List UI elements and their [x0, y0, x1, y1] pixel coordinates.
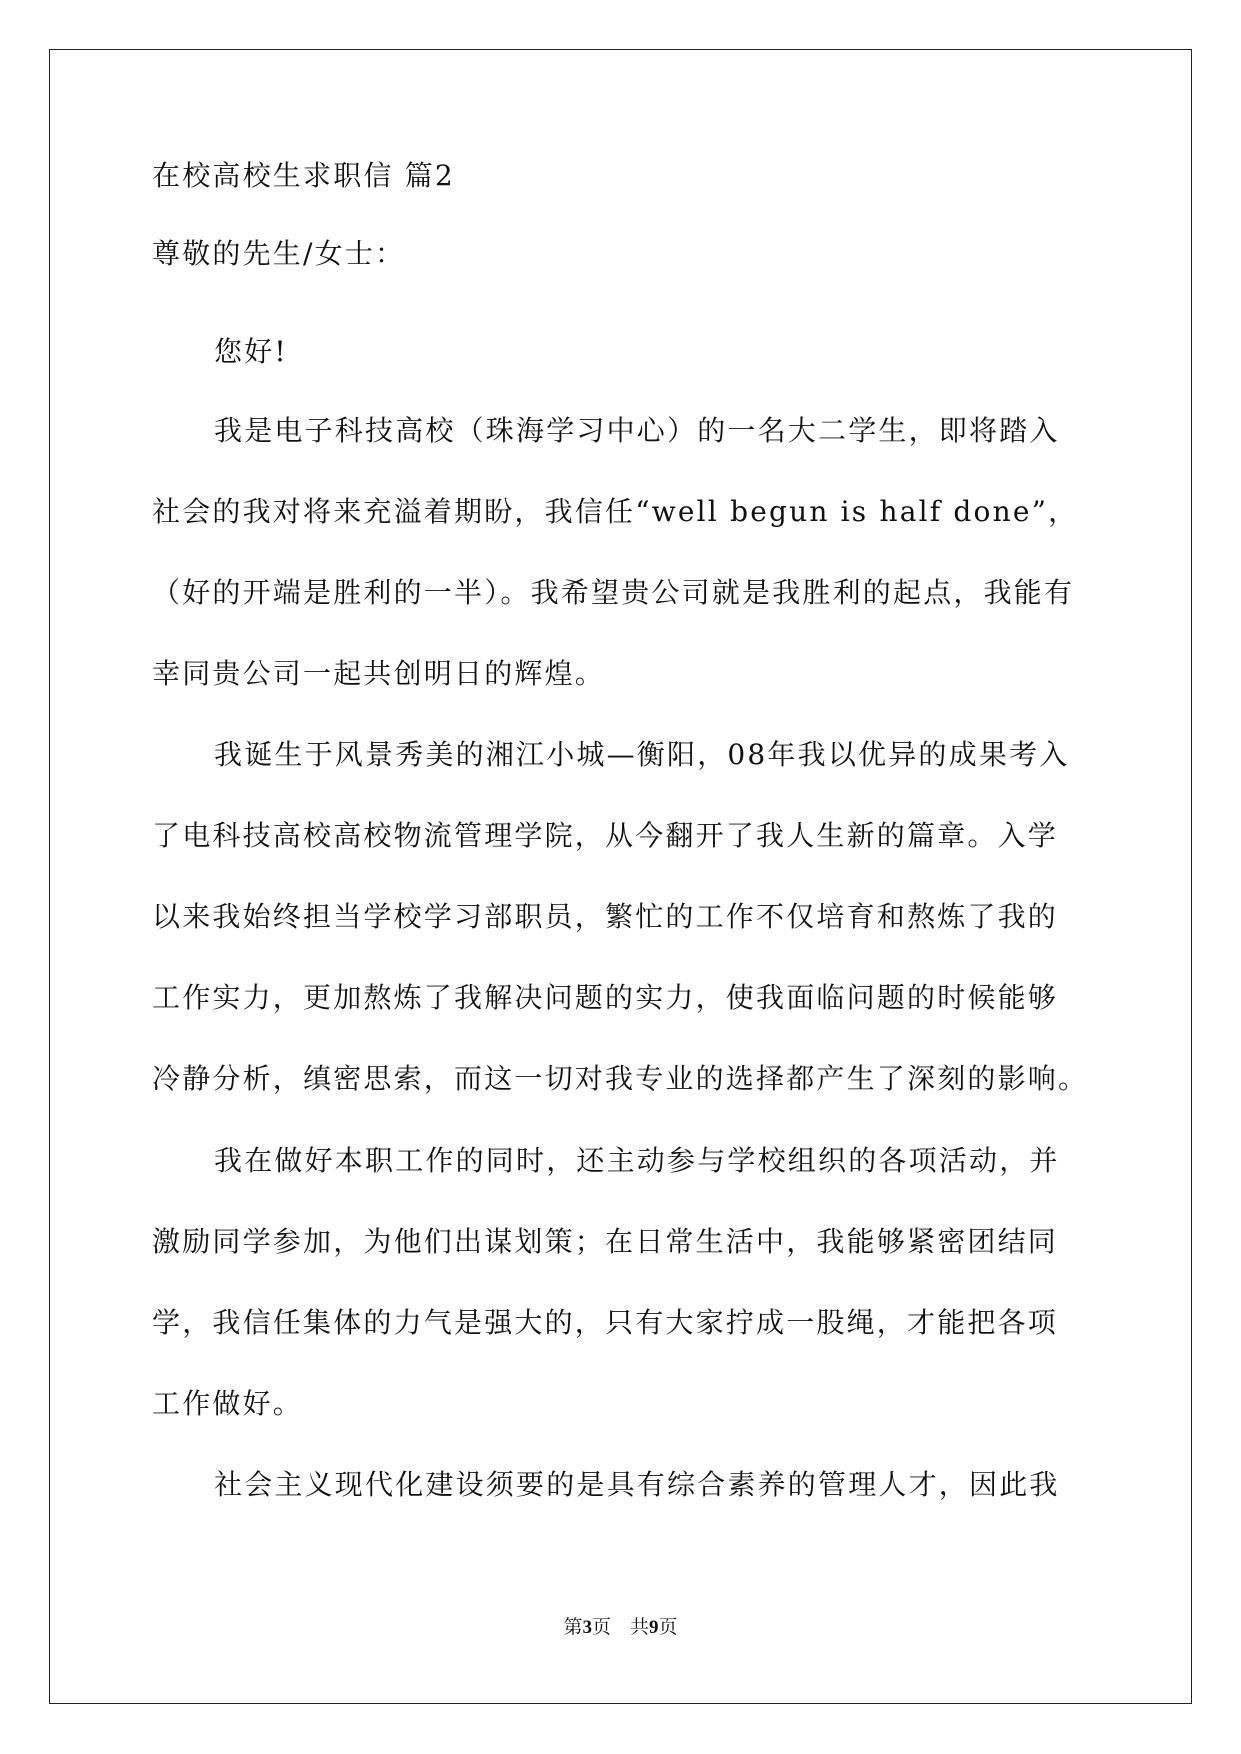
body-line: 工作实力，更加熬炼了我解决问题的实力，使我面临问题的时候能够: [152, 981, 1059, 1014]
page-footer: [0, 1612, 1241, 1639]
body-line: 以来我始终担当学校学习部职员，繁忙的工作不仅培育和熬炼了我的: [152, 900, 1059, 933]
body-line: 激励同学参加，为他们出谋划策；在日常生活中，我能够紧密团结同: [152, 1225, 1059, 1258]
body-line: 工作做好。: [152, 1387, 304, 1420]
body-line: 我诞生于风景秀美的湘江小城—衡阳，08年我以优异的成果考入: [214, 738, 1070, 771]
body-line: 学，我信任集体的力气是强大的，只有大家拧成一股绳，才能把各项: [152, 1306, 1059, 1339]
body-line: 社会的我对将来充溢着期盼，我信任“well begun is half done”，: [152, 495, 1079, 528]
footer-page-unit: 页: [591, 1617, 611, 1638]
page-border: [49, 49, 1192, 1704]
body-line: （好的开端是胜利的一半）。我希望贵公司就是我胜利的起点，我能有: [152, 576, 1075, 609]
footer-total-pages: 9: [649, 1617, 659, 1638]
body-line: 了电科技高校高校物流管理学院，从今翻开了我人生新的篇章。入学: [152, 819, 1059, 852]
body-line: 我是电子科技高校（珠海学习中心）的一名大二学生，即将踏入: [214, 414, 1060, 447]
document-title: 在校高校生求职信 篇2: [152, 159, 455, 192]
body-line: 冷静分析，缜密思索，而这一切对我专业的选择都产生了深刻的影响。: [152, 1062, 1089, 1095]
footer-total-unit: 页: [658, 1617, 678, 1638]
footer-total-prefix: 共: [630, 1617, 650, 1638]
footer-page-number: 3: [582, 1617, 592, 1638]
body-line: 我在做好本职工作的同时，还主动参与学校组织的各项活动，并: [214, 1144, 1060, 1177]
salutation: 尊敬的先生/女士：: [152, 237, 406, 270]
greeting: 您好!: [214, 335, 288, 368]
body-line: 幸同贵公司一起共创明日的辉煌。: [152, 657, 606, 690]
body-line: 社会主义现代化建设须要的是具有综合素养的管理人才，因此我: [214, 1468, 1060, 1501]
footer-prefix: 第: [563, 1617, 583, 1638]
